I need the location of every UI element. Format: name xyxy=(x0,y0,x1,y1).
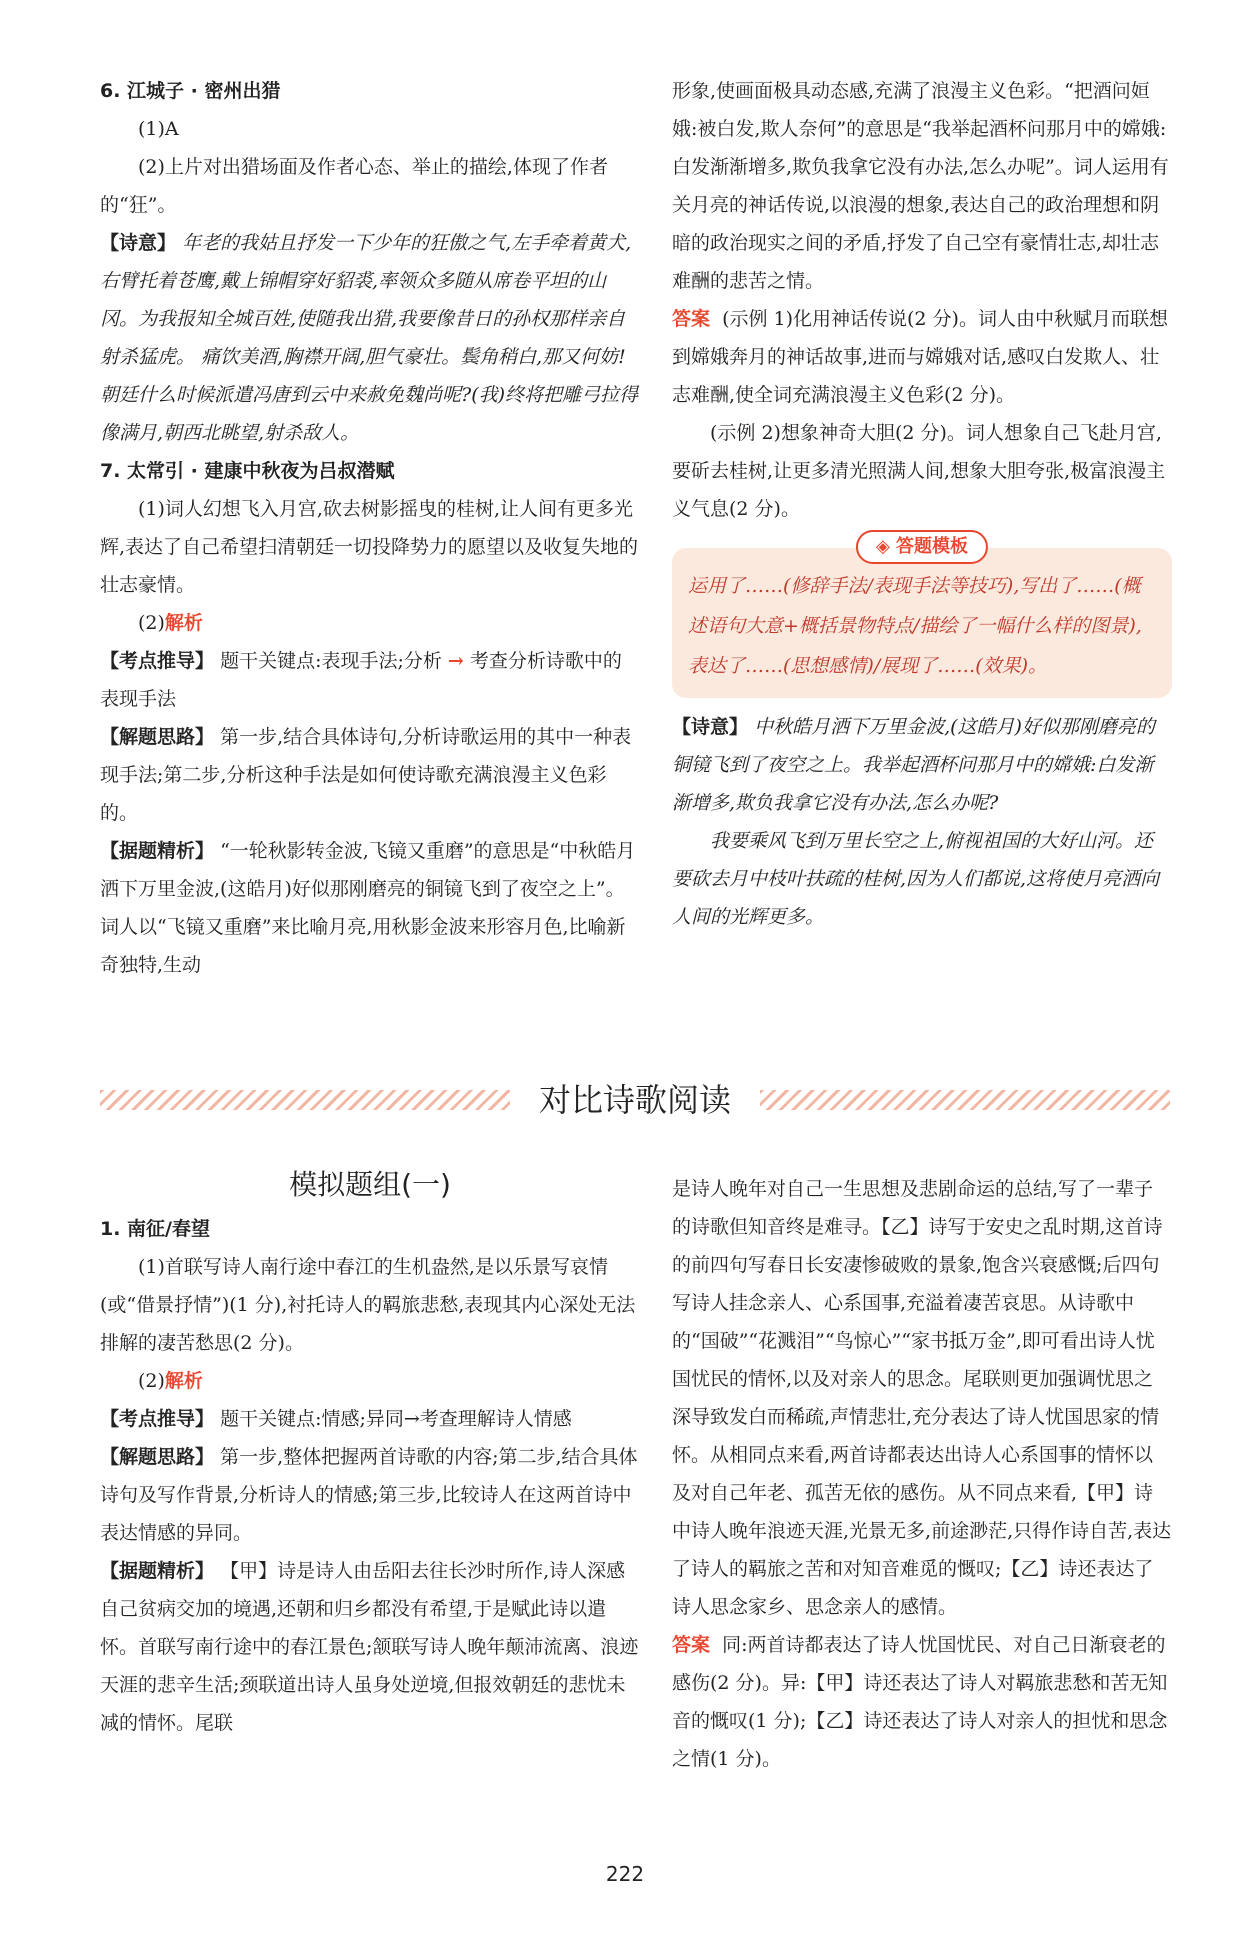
question-6-title: 6. 江城子 · 密州出猎 xyxy=(100,80,281,102)
analysis-continuation: 是诗人晚年对自己一生思想及悲剧命运的总结,写了一辈子的诗歌但知音终是难寻。【乙】诗写于安史之乱时期,这首诗的前四句写春日长安凄惨破败的景象,饱含兴衰感慨;后四句写诗人挂念亲人、心系国事,充溢着凄苦哀思。从诗歌中的“国破”“花溅泪”“鸟惊心”“家书抵万金”,即可看出诗人忧国忧民的情怀,以及对亲人的思念。尾联则更加强调忧思之深导致发白而稀疏,声情悲壮,充分表达了诗人忧国思家的情怀。从相同点来看,两首诗都表达出诗人心系国事的情怀以及对自己年老、孤苦无依的感伤。从不同点来看,【甲】诗中诗人晚年浪迹天涯,光景无多,前途渺茫,只得作诗自苦,表达了诗人的羁旅之苦和对知音难觅的慨叹;【乙】诗还表达了诗人思念家乡、思念亲人的感情。 xyxy=(672,1178,1172,1618)
question-1-kaodian xyxy=(100,1400,640,1438)
question-7-answer-1: (1)词人幻想飞入月宫,砍去树影摇曳的桂树,让人间有更多光辉,表达了自己希望扫清朝廷一切投降势力的愿望以及收复失地的壮志豪情。 xyxy=(100,498,639,596)
answer-example-2: (示例 2)想象神奇大胆(2 分)。词人想象自己飞赴月宫,要斫去桂树,让更多清光照满人间,想象大胆夸张,极富浪漫主义气息(2 分)。 xyxy=(672,422,1166,520)
kaodian-text-b: 考查分析诗歌中的表现手法 xyxy=(100,650,622,710)
question-1-approach xyxy=(100,1438,640,1552)
meaning-text-2: 我要乘风飞到万里长空之上,俯视祖国的大好山河。还要砍去月中枝叶扶疏的桂树,因为人们都说,这将使月亮洒向人间的光辉更多。 xyxy=(672,830,1160,928)
right-column-bottom xyxy=(672,1170,1172,1778)
answer-label: 答案 xyxy=(672,308,711,330)
answer-2-prefix: (2) xyxy=(138,612,165,634)
kaodian-tag: 【考点推导】 xyxy=(100,650,215,672)
analysis-text: “一轮秋影转金波,飞镜又重磨”的意思是“中秋皓月洒下万里金波,(这皓月)好似那刚磨亮的铜镜飞到了夜空之上”。词人以“飞镜又重磨”来比喻月亮,用秋影金波来形容月色,比喻新奇独特,生动 xyxy=(100,840,636,976)
answer-example-1 xyxy=(672,300,1172,414)
question-1-answer-2 xyxy=(100,1362,640,1400)
approach-text: 第一步,结合具体诗句,分析诗歌运用的其中一种表现手法;第二步,分析这种手法是如何使诗歌充满浪漫主义色彩的。 xyxy=(100,726,632,824)
kaodian-text: 题干关键点:情感;异同→考查理解诗人情感 xyxy=(220,1408,572,1430)
answer-text: 同:两首诗都表达了诗人忧国忧民、对自己日渐衰老的感伤(2 分)。异:【甲】诗还表达了诗人对羁旅悲愁和苦无知音的慨叹(1 分);【乙】诗还表达了诗人对亲人的担忧和思念之情(1 分)。 xyxy=(672,1634,1168,1770)
answer-label: 答案 xyxy=(672,1634,711,1656)
question-7-answer-2 xyxy=(100,604,640,642)
right-column-top xyxy=(672,72,1172,936)
arrow-icon: → xyxy=(447,650,464,672)
question-7-meaning xyxy=(672,708,1172,822)
example-1-text: (示例 1)化用神话传说(2 分)。词人由中秋赋月而联想到嫦娥奔月的神话故事,进而与嫦娥对话,感叹白发欺人、壮志难酬,使全词充满浪漫主义色彩(2 分)。 xyxy=(672,308,1168,406)
answer-template-title: ◈ 答题模板 xyxy=(856,530,988,564)
section-title: 对比诗歌阅读 xyxy=(538,1081,731,1119)
analysis-tag: 【据题精析】 xyxy=(100,1560,215,1582)
question-1-answer-1: (1)首联写诗人南行途中春江的生机盎然,是以乐景写哀情(或“借景抒情”)(1 分),衬托诗人的羁旅悲愁,表现其内心深处无法排解的凄苦愁思(2 分)。 xyxy=(100,1256,636,1354)
question-1-title: 1. 南征/春望 xyxy=(100,1218,210,1240)
approach-tag: 【解题思路】 xyxy=(100,726,215,748)
question-7-title: 7. 太常引 · 建康中秋夜为吕叔潜赋 xyxy=(100,460,395,482)
meaning-text: 年老的我姑且抒发一下少年的狂傲之气,左手牵着黄犬,右臂托着苍鹰,戴上锦帽穿好貂裘,率领众多随从席卷平坦的山冈。为我报知全城百姓,使随我出猎,我要像昔日的孙权那样亲自射杀猛虎。 痛饮美酒,胸襟开阔,胆气豪壮。鬓角稍白,那又何妨!朝廷什么时候派遣冯唐到云中来赦免魏尚呢?(我)终将把雕弓拉得像满月,朝西北眺望,射杀敌人。 xyxy=(100,232,639,444)
question-1-answer xyxy=(672,1626,1172,1778)
left-column-top xyxy=(100,72,640,984)
answer-2-prefix: (2) xyxy=(138,1370,165,1392)
question-6-meaning xyxy=(100,224,640,452)
kaodian-tag: 【考点推导】 xyxy=(100,1408,215,1430)
layers-icon: ◈ xyxy=(875,536,897,557)
kaodian-text-a: 题干关键点:表现手法;分析 xyxy=(220,650,442,672)
question-7-approach xyxy=(100,718,640,832)
page-number: 222 xyxy=(605,1862,645,1886)
section-band xyxy=(100,1072,1170,1128)
question-1-analysis xyxy=(100,1552,640,1742)
question-6-answer-2: (2)上片对出猎场面及作者心态、举止的描绘,体现了作者的“狂”。 xyxy=(100,156,608,216)
meaning-text-1: 中秋皓月洒下万里金波,(这皓月)好似那刚磨亮的铜镜飞到了夜空之上。我举起酒杯问那月中的嫦娥:白发渐渐增多,欺负我拿它没有办法,怎么办呢? xyxy=(672,716,1155,814)
approach-tag: 【解题思路】 xyxy=(100,1446,215,1468)
question-7-analysis xyxy=(100,832,640,984)
analysis-text: 【甲】诗是诗人由岳阳去往长沙时所作,诗人深感自己贫病交加的境遇,还朝和归乡都没有希望,于是赋此诗以遣怀。首联写南行途中的春江景色;颔联写诗人晚年颠沛流离、浪迹天涯的悲辛生活;颈联道出诗人虽身处逆境,但报效朝廷的悲忧未减的情怀。尾联 xyxy=(100,1560,639,1734)
approach-text: 第一步,整体把握两首诗歌的内容;第二步,结合具体诗句及写作背景,分析诗人的情感;第三步,比较诗人在这两首诗中表达情感的异同。 xyxy=(100,1446,638,1544)
answer-template-box xyxy=(672,536,1172,698)
meaning-tag: 【诗意】 xyxy=(100,232,177,254)
analysis-label: 解析 xyxy=(164,612,203,634)
group-title: 模拟题组(一) xyxy=(289,1168,451,1201)
analysis-continuation: 形象,使画面极具动态感,充满了浪漫主义色彩。“把酒问姮娥:被白发,欺人奈何”的意思是“我举起酒杯问那月中的嫦娥:白发渐渐增多,欺负我拿它没有办法,怎么办呢”。词人运用有关月亮的神话传说,以浪漫的想象,表达自己的政治理想和阴暗的政治现实之间的矛盾,抒发了自己空有豪情壮志,却壮志难酬的悲苦之情。 xyxy=(672,80,1169,292)
question-7-kaodian xyxy=(100,642,640,718)
analysis-tag: 【据题精析】 xyxy=(100,840,215,862)
meaning-tag: 【诗意】 xyxy=(672,716,749,738)
question-6-answer-1: (1)A xyxy=(138,118,179,140)
answer-template-text: 运用了……(修辞手法/表现手法等技巧),写出了……(概述语句大意+概括景物特点/描绘了一幅什么样的图景),表达了……(思想感情)/展现了……(效果)。 xyxy=(688,575,1142,677)
left-column-bottom xyxy=(100,1210,640,1742)
analysis-label: 解析 xyxy=(164,1370,203,1392)
